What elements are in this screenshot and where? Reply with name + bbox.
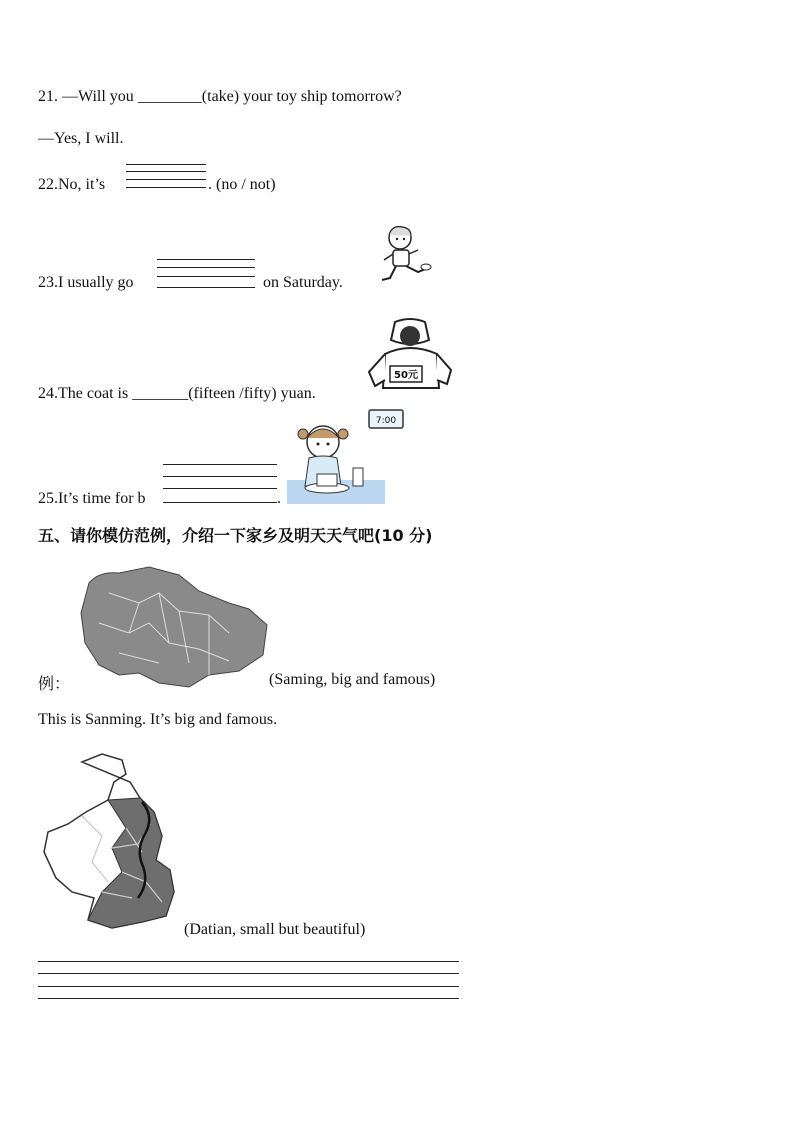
question-25-prefix: 25.It’s time for b [38, 490, 146, 507]
question-21-number: 21 [38, 88, 54, 105]
example-label: 例： [38, 674, 71, 693]
question-25-suffix: . [277, 490, 281, 507]
answer-line-22a[interactable] [126, 164, 206, 165]
clock-time: 7:00 [375, 416, 397, 426]
answer-line-23d[interactable] [157, 287, 255, 288]
section-5-title: 五、请你模仿范例，介绍一下家乡及明天天气吧(10 分) [38, 526, 433, 545]
question-22-prefix: 22.No, it’s [38, 176, 106, 193]
question-23-prefix: 23.I usually go [38, 274, 134, 291]
sanming-map [79, 563, 269, 688]
coat-illustration [365, 318, 455, 408]
question-24: 24.The coat is _______(fifteen /fifty) yuan. [38, 385, 316, 402]
question-21-text: . —Will you ________(take) your toy ship tomorrow? [54, 88, 402, 105]
answer-line-22c[interactable] [126, 179, 206, 180]
writing-line-1[interactable] [38, 961, 459, 962]
answer-line-23b[interactable] [157, 267, 255, 268]
question-21-answer: —Yes, I will. [38, 130, 124, 147]
writing-line-3[interactable] [38, 986, 459, 987]
breakfast-girl-illustration [287, 408, 407, 504]
answer-line-22b[interactable] [126, 171, 206, 172]
answer-line-25b[interactable] [163, 476, 277, 477]
answer-line-23a[interactable] [157, 259, 255, 260]
question-23-suffix: on Saturday. [263, 274, 343, 291]
answer-line-25c[interactable] [163, 488, 277, 489]
task-hint: (Datian, small but beautiful) [184, 921, 366, 938]
datian-map [42, 752, 182, 932]
writing-line-4[interactable] [38, 998, 459, 999]
answer-line-23c[interactable] [157, 276, 255, 277]
example-sentence: This is Sanming. It’s big and famous. [38, 711, 278, 728]
answer-line-22d[interactable] [126, 187, 206, 188]
answer-line-25d[interactable] [163, 502, 277, 503]
question-21 [38, 88, 402, 106]
running-boy-illustration [378, 222, 438, 292]
question-22-suffix: . (no / not) [208, 176, 276, 193]
price-tag-text: 50元 [394, 370, 418, 381]
example-hint: (Saming, big and famous) [269, 671, 436, 688]
answer-line-25a[interactable] [163, 464, 277, 465]
writing-line-2[interactable] [38, 973, 459, 974]
